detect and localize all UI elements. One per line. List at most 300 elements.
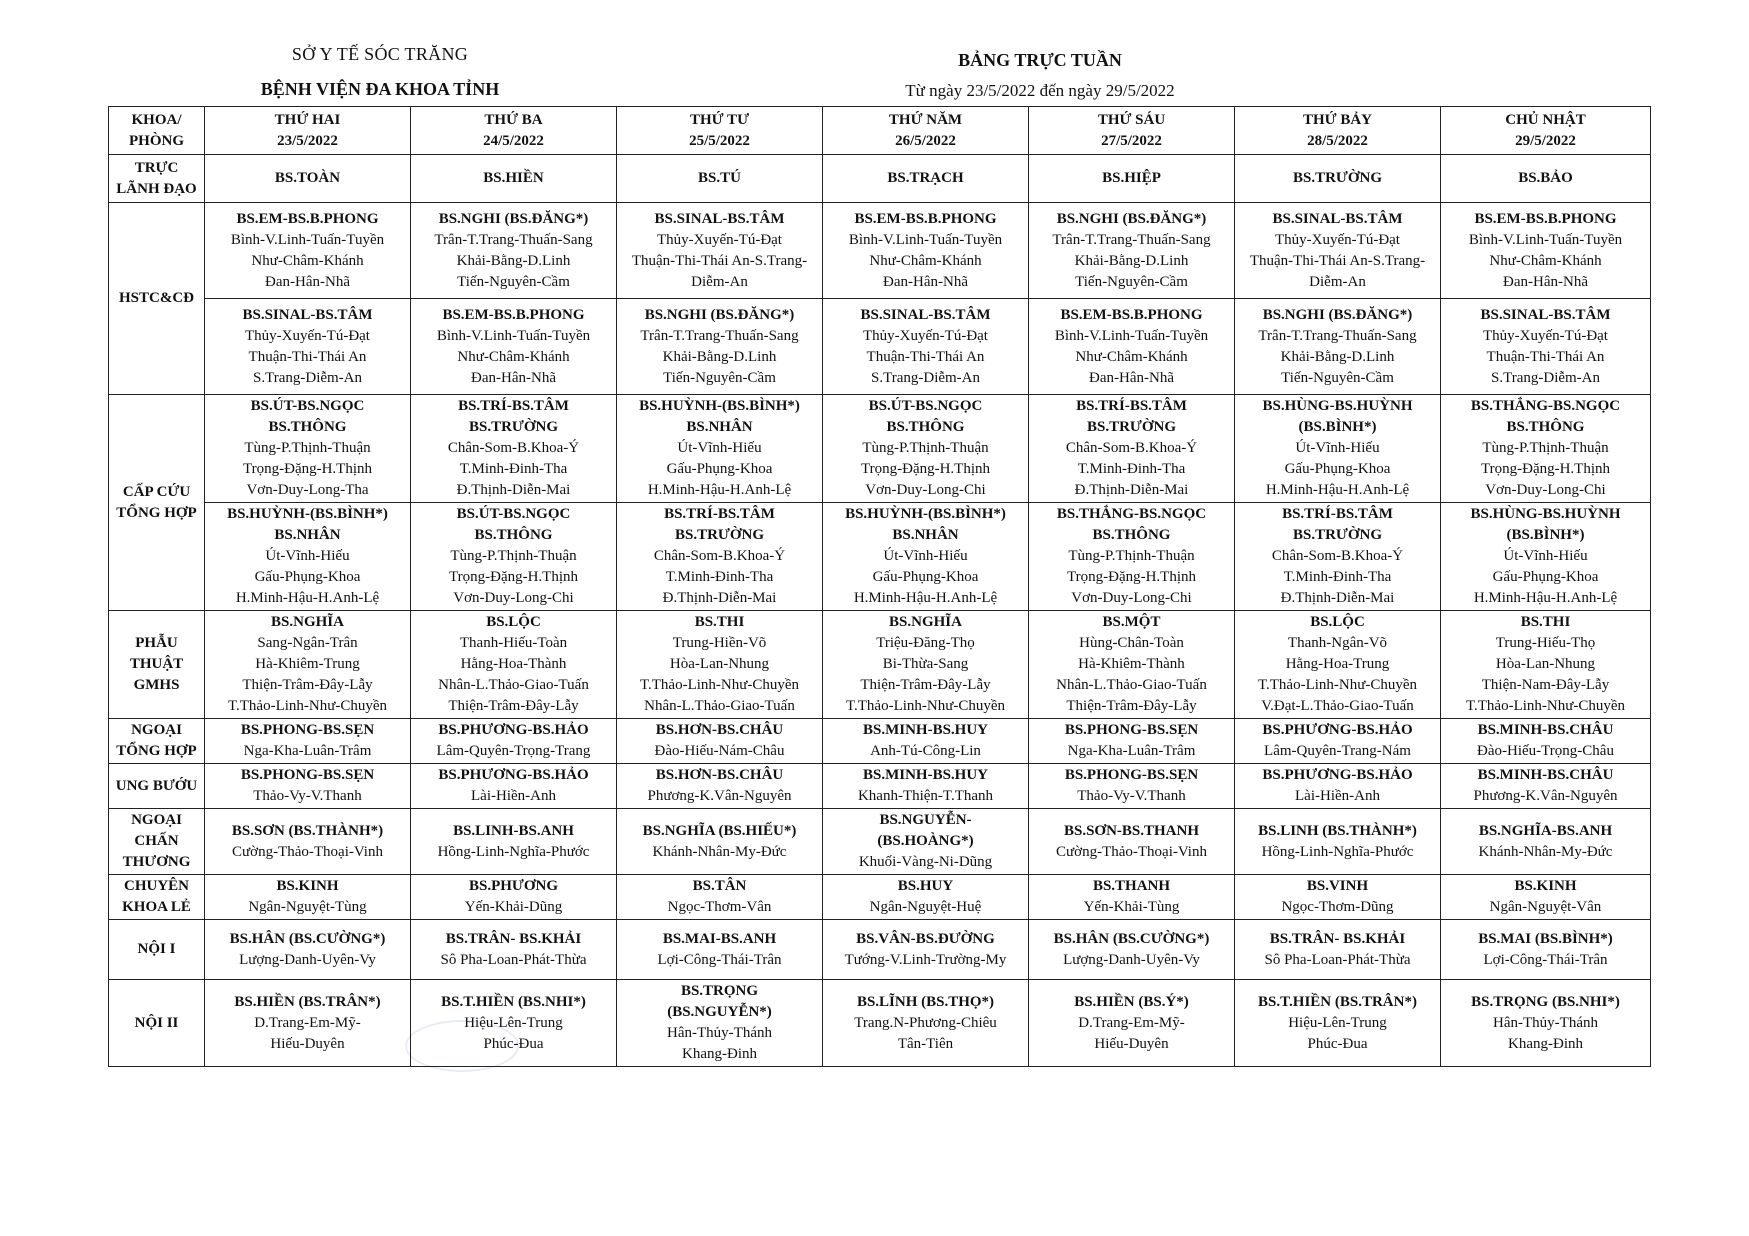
department-name-line: KHOA LẺ [122,899,191,915]
duty-cell [823,503,1029,611]
doctor-name: BS.PHONG-BS.SẸN [240,767,375,783]
duty-cell [411,611,617,719]
staff-names: Hòa-Lan-Nhung [669,656,770,672]
duty-cell [411,503,617,611]
doctor-name: BS.THÔNG [1506,419,1585,435]
staff-names: Trung-Hiếu-Thọ [1495,635,1596,651]
staff-names: T.Minh-Đinh-Tha [1283,569,1392,585]
day-name: THỨ HAI [274,111,341,128]
duty-cell [1235,920,1441,980]
staff-names: Tân-Tiên [897,1035,954,1052]
date-range: Từ ngày 23/5/2022 đến ngày 29/5/2022 [905,81,1175,100]
staff-names: T.Thảo-Linh-Như-Chuyền [1257,677,1418,693]
staff-names: Hiếu-Duyên [270,1035,345,1052]
duty-cell [205,920,411,980]
duty-cell [205,503,411,611]
staff-names: Tiến-Nguyên-Cầm [1075,273,1188,290]
duty-cell [1235,875,1441,920]
duty-cell [1029,875,1235,920]
staff-names: H.Minh-Hậu-H.Anh-Lệ [647,482,792,498]
corner-cell [109,107,205,155]
doctor-name: BS.TRÍ-BS.TÂM [1282,506,1393,522]
staff-names: Hân-Thủy-Thánh [667,1025,772,1041]
doctor-name: BS.PHONG-BS.SẸN [1064,767,1199,783]
staff-names: Bi-Thừa-Sang [882,656,969,672]
department-name-line: LÃNH ĐẠO [116,180,197,197]
staff-names: Tùng-P.Thịnh-Thuận [862,440,989,456]
department-name-line: HSTC&CĐ [118,290,194,306]
doctor-name: BS.HÂN (BS.CƯỜNG*) [229,930,386,947]
staff-names: Gấu-Phụng-Khoa [872,569,979,585]
duty-cell [1441,611,1651,719]
leader-cell [411,155,617,203]
duty-cell [411,980,617,1067]
duty-cell [617,764,823,809]
staff-names: Ngọc-Thơm-Dũng [1281,899,1394,915]
staff-names: Đ.Thịnh-Diễn-Mai [1074,482,1189,498]
doctor-name: (BS.BÌNH*) [1506,527,1585,543]
staff-names: Hân-Thủy-Thánh [1493,1014,1598,1031]
corner-line: PHÒNG [129,132,184,149]
doctor-name: BS.ÚT-BS.NGỌC [868,398,983,414]
department-name-line: THƯƠNG [122,854,191,870]
staff-names: Hà-Khiêm-Thành [1078,656,1185,672]
staff-names: Thuận-Thi-Thái An [1486,348,1605,365]
staff-names: Đ.Thịnh-Diễn-Mai [1280,590,1395,606]
doctor-name: BS.LỘC [486,614,541,630]
doctor-name: BS.TRƯỜNG [468,419,559,435]
department-name-line: TỔNG HỢP [116,504,197,521]
doctor-name: BS.NHÂN [892,527,959,543]
duty-cell [1235,395,1441,503]
department-name [109,980,205,1067]
doctor-name: BS.PHƯƠNG-BS.HẢO [1262,722,1413,738]
day-header [823,107,1029,155]
staff-names: Trọng-Đặng-H.Thịnh [448,569,579,585]
staff-names: Sô Pha-Loan-Phát-Thừa [1264,951,1411,968]
doctor-name: BS.TRÂN- BS.KHẢI [1269,930,1406,947]
doctor-name: BS.T.HIỀN (BS.NHI*) [441,993,586,1010]
duty-cell [1441,980,1651,1067]
staff-names: Bình-V.Linh-Tuấn-Tuyền [230,231,385,248]
doctor-name: BS.SINAL-BS.TÂM [242,306,373,323]
day-header [617,107,823,155]
day-name: THỨ BẢY [1302,111,1373,128]
doctor-name: BS.MỘT [1102,614,1161,630]
doctor-name: BS.TRÍ-BS.TÂM [1076,398,1187,414]
day-date: 23/5/2022 [277,132,338,149]
doctor-name: BS.THẮNG-BS.NGỌC [1470,398,1621,414]
org-department: SỞ Y TẾ SÓC TRĂNG [291,44,469,64]
corner-line: KHOA/ [131,111,182,128]
department-name-line: THUẬT [129,656,184,672]
doctor-name: BS.NGUYỄN- [879,812,972,828]
doctor-name: BS.LINH-BS.ANH [453,822,574,839]
duty-cell [411,920,617,980]
staff-names: Tiến-Nguyên-Cầm [457,273,570,290]
roster-row [109,980,1651,1067]
staff-names: Lượng-Danh-Uyên-Vy [239,951,376,968]
duty-cell [411,395,617,503]
doctor-name: BS.LĨNH (BS.THỌ*) [856,993,995,1010]
doctor-name: BS.HUY [897,878,954,894]
duty-cell [823,920,1029,980]
staff-names: Đan-Hân-Nhã [265,273,350,290]
staff-names: Đan-Hân-Nhã [471,369,556,386]
doctor-name: (BS.BÌNH*) [1298,419,1377,435]
staff-names: S.Trang-Diễm-An [1490,369,1601,386]
doctor-name: BS.SƠN (BS.THÀNH*) [231,822,384,839]
staff-names: Khánh-Nhân-My-Đức [652,843,787,860]
doctor-name: BS.HƠN-BS.CHÂU [655,722,784,738]
staff-names: Hà-Khiêm-Trung [255,656,360,672]
duty-cell [1235,203,1441,299]
duty-cell [1235,719,1441,764]
leader-cell [1441,155,1651,203]
leader-cell [823,155,1029,203]
doctor-name: BS.MINH-BS.CHÂU [1477,722,1614,738]
staff-names: Đ.Thịnh-Diễn-Mai [662,590,777,606]
doctor-name: BS.TÂN [692,878,747,894]
staff-names: Lài-Hiền-Anh [1295,788,1380,804]
doctor-name: BS.ÚT-BS.NGỌC [250,398,365,414]
staff-names: Lợi-Công-Thái-Trân [657,951,782,968]
staff-names: Cường-Thảo-Thoại-Vinh [1056,843,1207,860]
staff-names: Tùng-P.Thịnh-Thuận [450,548,577,564]
staff-names: Vơn-Duy-Long-Chi [453,590,574,606]
duty-cell [823,764,1029,809]
staff-names: Thảo-Vy-V.Thanh [1077,788,1186,804]
department-name-line: NGOẠI [131,722,182,738]
doctor-name: BS.THÔNG [474,527,553,543]
staff-names: Thuận-Thi-Thái An [248,348,367,365]
staff-names: Bình-V.Linh-Tuấn-Tuyền [436,327,591,344]
day-name: THỨ NĂM [888,111,963,128]
staff-names: Khải-Bằng-D.Linh [456,252,571,269]
duty-cell [823,395,1029,503]
duty-cell [411,299,617,395]
doctor-name: BS.SINAL-BS.TÂM [654,210,785,227]
roster-row [109,809,1651,875]
staff-names: Đan-Hân-Nhã [883,273,968,290]
staff-names: Như-Châm-Khánh [457,348,570,365]
staff-names: Trọng-Đặng-H.Thịnh [860,461,991,477]
staff-names: Thanh-Ngân-Võ [1287,635,1388,651]
doctor-name: BS.NHÂN [686,419,753,435]
department-name [109,203,205,395]
doctor-name: BS.PHƯƠNG-BS.HẢO [1262,767,1413,783]
duty-cell [1441,299,1651,395]
doctor-name: BS.PHƯƠNG-BS.HẢO [438,767,589,783]
department-name-line: NGOẠI [131,812,182,828]
staff-names: Thiện-Trâm-Đây-Lẫy [242,677,373,693]
doctor-name: BS.TRƯỜNG [674,527,765,543]
doctor-name: BS.PHONG-BS.SẸN [240,722,375,738]
duty-cell [823,980,1029,1067]
doctor-name: BS.EM-BS.B.PHONG [236,210,379,227]
staff-names: Như-Châm-Khánh [1075,348,1188,365]
staff-names: Nhân-L.Thảo-Giao-Tuấn [644,698,795,714]
staff-names: Ngọc-Thơm-Vân [667,899,772,915]
doctor-name: BS.TRÂN- BS.KHẢI [445,930,582,947]
staff-names: Tùng-P.Thịnh-Thuận [1068,548,1195,564]
roster-row [109,155,1651,203]
doctor-name: BS.NGHĨA [889,614,962,630]
department-name-line: PHẪU [135,635,178,651]
doctor-name: BS.THI [1520,614,1571,630]
staff-names: Tùng-P.Thịnh-Thuận [1482,440,1609,456]
staff-names: Út-Vĩnh-Hiếu [883,548,968,564]
roster-row [109,764,1651,809]
staff-names: Như-Châm-Khánh [869,252,982,269]
staff-names: Ngân-Nguyệt-Tùng [248,899,367,915]
staff-names: Lâm-Quyên-Trọng-Trang [436,743,591,759]
roster-row [109,611,1651,719]
day-header [205,107,411,155]
staff-names: Vơn-Duy-Long-Tha [246,482,369,498]
staff-names: S.Trang-Diễm-An [870,369,981,386]
staff-names: Nhân-L.Thảo-Giao-Tuấn [438,677,589,693]
doctor-name: BS.TRỌNG (BS.NHI*) [1471,993,1620,1010]
staff-names: H.Minh-Hậu-H.Anh-Lệ [1473,590,1618,606]
duty-cell [617,809,823,875]
doctor-name: BS.THẮNG-BS.NGỌC [1056,506,1207,522]
doctor-name: BS.NGHI (BS.ĐĂNG*) [1262,306,1413,323]
duty-cell [411,809,617,875]
staff-names: Hồng-Linh-Nghĩa-Phước [1261,843,1414,860]
staff-names: Đan-Hân-Nhã [1089,369,1174,386]
doctor-name: BS.TOÀN [274,170,341,186]
staff-names: H.Minh-Hậu-H.Anh-Lệ [235,590,380,606]
duty-cell [1441,395,1651,503]
staff-names: Thuận-Thi-Thái An-S.Trang- [1249,252,1426,269]
duty-cell [1441,503,1651,611]
staff-names: Hùng-Chân-Toàn [1079,635,1184,651]
header-row [109,107,1651,155]
staff-names: Phúc-Đua [1307,1035,1368,1052]
staff-names: Nga-Kha-Luân-Trâm [1067,743,1196,759]
staff-names: T.Thảo-Linh-Như-Chuyền [845,698,1006,714]
department-name-line: CHUYÊN [123,878,189,894]
staff-names: Khải-Bằng-D.Linh [662,348,777,365]
staff-names: Sô Pha-Loan-Phát-Thừa [440,951,587,968]
staff-names: Trọng-Đặng-H.Thịnh [1066,569,1197,585]
day-date: 28/5/2022 [1307,132,1368,149]
doctor-name: BS.PHƯƠNG-BS.HẢO [438,722,589,738]
doctor-name: BS.KINH [276,878,339,894]
duty-cell [205,395,411,503]
leader-cell [1029,155,1235,203]
duty-cell [1029,503,1235,611]
department-name-line: CẤP CỨU [122,483,191,500]
staff-names: Như-Châm-Khánh [1489,252,1602,269]
day-date: 27/5/2022 [1101,132,1162,149]
roster-body [109,155,1651,1067]
staff-names: Thảo-Vy-V.Thanh [253,788,362,804]
doctor-name: BS.TRÍ-BS.TÂM [458,398,569,414]
day-header [411,107,617,155]
duty-cell [411,203,617,299]
roster-row [109,203,1651,299]
staff-names: Đào-Hiếu-Nám-Châu [654,743,785,759]
duty-cell [1235,764,1441,809]
doctor-name: BS.THÔNG [886,419,965,435]
staff-names: Trân-T.Trang-Thuấn-Sang [1258,327,1417,344]
duty-cell [205,875,411,920]
department-name-line: TRỰC [134,159,179,176]
staff-names: Hồng-Linh-Nghĩa-Phước [437,843,590,860]
roster-row [109,920,1651,980]
staff-names: Gấu-Phụng-Khoa [1284,461,1391,477]
staff-names: Hòa-Lan-Nhung [1495,656,1596,672]
staff-names: Thủy-Xuyến-Tú-Đạt [245,327,370,344]
staff-names: Đ.Thịnh-Diễn-Mai [456,482,571,498]
staff-names: Ngân-Nguyệt-Huệ [869,899,982,915]
day-header [1441,107,1651,155]
doctor-name: BS.HÙNG-BS.HUỲNH [1470,506,1621,522]
staff-names: D.Trang-Em-Mỹ- [254,1014,361,1031]
duty-cell [1029,299,1235,395]
duty-cell [823,299,1029,395]
staff-names: Út-Vĩnh-Hiếu [677,440,762,456]
duty-cell [823,809,1029,875]
staff-names: Chân-Som-B.Khoa-Ý [653,548,786,564]
day-name: THỨ TƯ [689,111,750,128]
duty-cell [617,299,823,395]
roster-row [109,299,1651,395]
staff-names: V.Đạt-L.Thảo-Giao-Tuấn [1261,698,1414,714]
staff-names: Trân-T.Trang-Thuấn-Sang [1052,231,1211,248]
doctor-name: BS.VINH [1306,878,1369,894]
doctor-name: BS.HÙNG-BS.HUỲNH [1262,398,1413,414]
staff-names: Chân-Som-B.Khoa-Ý [1271,548,1404,564]
duty-cell [1235,809,1441,875]
day-name: CHỦ NHẬT [1505,111,1586,128]
staff-names: Thủy-Xuyến-Tú-Đạt [863,327,988,344]
day-date: 29/5/2022 [1515,132,1576,149]
roster-row [109,503,1651,611]
staff-names: Diễm-An [1309,273,1366,290]
duty-cell [205,611,411,719]
doctor-name: BS.HƠN-BS.CHÂU [655,767,784,783]
staff-names: Khanh-Thiện-T.Thanh [857,788,994,804]
duty-cell [617,875,823,920]
org-hospital: BỆNH VIỆN ĐA KHOA TỈNH [260,79,500,99]
staff-names: H.Minh-Hậu-H.Anh-Lệ [1265,482,1410,498]
staff-names: Đào-Hiếu-Trọng-Châu [1477,743,1614,759]
doctor-name: BS.TRƯỜNG [1086,419,1177,435]
duty-cell [205,980,411,1067]
staff-names: Chân-Som-B.Khoa-Ý [1065,440,1198,456]
doctor-name: BS.ÚT-BS.NGỌC [456,506,571,522]
staff-names: Thanh-Hiếu-Toàn [459,635,568,651]
department-name [109,920,205,980]
department-name-line: TỔNG HỢP [116,743,197,759]
staff-names: Thiện-Nam-Đây-Lẫy [1481,677,1610,693]
doctor-name: BS.NGHI (BS.ĐĂNG*) [438,210,589,227]
doctor-name: BS.LỘC [1310,614,1365,630]
doctor-name: BS.TRÍ-BS.TÂM [664,506,775,522]
doctor-name: BS.PHONG-BS.SẸN [1064,722,1199,738]
doctor-name: BS.THÔNG [1092,527,1171,543]
day-name: THỨ SÁU [1097,111,1166,128]
doctor-name: BS.MAI (BS.BÌNH*) [1478,930,1613,947]
duty-cell [617,719,823,764]
staff-names: Hằng-Hoa-Trung [1285,656,1390,672]
staff-names: Út-Vĩnh-Hiếu [1295,440,1380,456]
duty-roster-table [108,106,1651,1067]
duty-cell [1235,503,1441,611]
department-name [109,155,205,203]
doctor-name: BS.SINAL-BS.TÂM [1480,306,1611,323]
staff-names: Gấu-Phụng-Khoa [254,569,361,585]
doctor-name: BS.EM-BS.B.PHONG [1474,210,1617,227]
doctor-name: BS.LINH (BS.THÀNH*) [1258,822,1417,839]
duty-cell [205,203,411,299]
doctor-name: BS.PHƯƠNG [468,878,559,894]
staff-names: D.Trang-Em-Mỹ- [1078,1014,1185,1031]
department-name-line: NỘI I [137,941,176,957]
staff-names: Bình-V.Linh-Tuấn-Tuyền [1054,327,1209,344]
staff-names: Trọng-Đặng-H.Thịnh [242,461,373,477]
staff-names: T.Thảo-Linh-Như-Chuyền [1465,698,1626,714]
staff-names: Trân-T.Trang-Thuấn-Sang [434,231,593,248]
doctor-name: BS.TRẠCH [887,170,964,186]
staff-names: Lợi-Công-Thái-Trân [1483,951,1608,968]
staff-names: T.Thảo-Linh-Như-Chuyền [639,677,800,693]
day-date: 26/5/2022 [895,132,956,149]
staff-names: Khải-Bằng-D.Linh [1280,348,1395,365]
duty-cell [1441,920,1651,980]
staff-names: Bình-V.Linh-Tuấn-Tuyền [848,231,1003,248]
roster-row [109,395,1651,503]
staff-names: Yến-Khải-Tùng [1083,899,1180,915]
staff-names: Tiến-Nguyên-Cầm [1281,369,1394,386]
staff-names: Sang-Ngân-Trân [257,635,358,651]
doctor-name: BS.HUỲNH-(BS.BÌNH*) [845,506,1006,522]
staff-names: H.Minh-Hậu-H.Anh-Lệ [853,590,998,606]
duty-cell [617,611,823,719]
staff-names: Gấu-Phụng-Khoa [1492,569,1599,585]
doctor-name: BS.NHÂN [274,527,341,543]
day-header [1235,107,1441,155]
staff-names: S.Trang-Diễm-An [252,369,363,386]
staff-names: Hiếu-Duyên [1094,1035,1169,1052]
doctor-name: BS.T.HIỀN (BS.TRÂN*) [1258,993,1417,1010]
department-name-line: NỘI II [134,1014,179,1031]
staff-names: Nga-Kha-Luân-Trâm [243,743,372,759]
doctor-name: BS.SƠN-BS.THANH [1063,822,1200,839]
duty-cell [1029,611,1235,719]
staff-names: Trung-Hiền-Võ [672,635,767,651]
staff-names: Chân-Som-B.Khoa-Ý [447,440,580,456]
staff-names: T.Minh-Đinh-Tha [459,461,568,477]
duty-cell [617,980,823,1067]
staff-names: T.Thảo-Linh-Như-Chuyền [227,698,388,714]
duty-cell [1235,980,1441,1067]
staff-names: Khải-Bằng-D.Linh [1074,252,1189,269]
duty-cell [617,920,823,980]
doctor-name: BS.EM-BS.B.PHONG [1060,306,1203,323]
staff-names: Thiện-Trâm-Đây-Lẫy [448,698,579,714]
staff-names: Nhân-L.Thảo-Giao-Tuấn [1056,677,1207,693]
staff-names: Lượng-Danh-Uyên-Vy [1063,951,1200,968]
staff-names: Út-Vĩnh-Hiếu [265,548,350,564]
department-name-line: CHẤN [134,833,179,849]
staff-names: Thủy-Xuyến-Tú-Đạt [1275,231,1400,248]
staff-names: T.Minh-Đinh-Tha [1077,461,1186,477]
duty-cell [1029,395,1235,503]
